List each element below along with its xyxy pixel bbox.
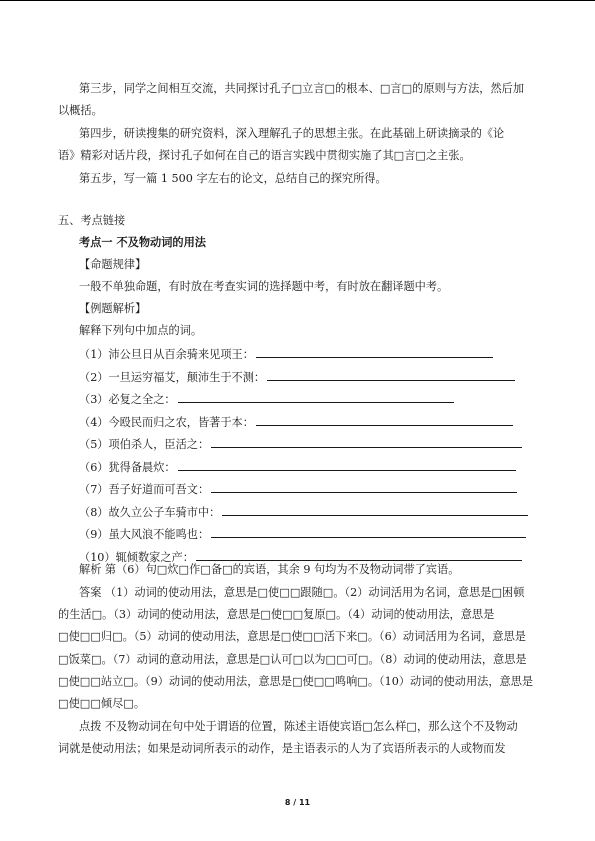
exercise-item xyxy=(79,392,561,407)
analysis-line: 词就是使动用法；如果是动词所表示的动作，是主语表示的人为了宾语所表示的人或物而发 xyxy=(58,742,506,755)
step4-line1: 第四步，研读搜集的研究资料，深入理解孔子的思想主张。在此基础上研读摘录的《论 xyxy=(79,127,505,140)
exercise-text: （8）故久立公子车骑市中： xyxy=(79,505,221,519)
analysis-line: □使□□倾尽□。 xyxy=(58,697,146,710)
exercise-text: （10）辄倾数家之产： xyxy=(79,550,194,564)
lieti-prompt: 解释下列句中加点的词。 xyxy=(79,324,203,337)
exercise-text: （3）必复之全之： xyxy=(79,393,176,406)
analysis-line: □使□□站立□。（9）动词的使动用法，意思是□使□□鸣响□。（10）动词的使动用法，意思是 xyxy=(58,675,534,688)
exercise-item xyxy=(79,482,561,497)
exercise-item xyxy=(79,505,561,520)
step5-line: 第五步，写一篇 1 500 字左右的论文，总结自己的探究所得。 xyxy=(79,172,387,185)
page-number: 8 / 11 xyxy=(284,798,311,807)
analysis-line: 点拨 不及物动词在句中处于谓语的位置，陈述主语使宾语□怎么样□，那么这个不及物动 xyxy=(79,720,518,733)
step4-line2: 语》精彩对话片段，探讨孔子如何在自己的语言实践中贯彻实施了其□言□之主张。 xyxy=(58,149,471,162)
exercise-text: （2）一旦运穷福艾，颠沛生于不测： xyxy=(79,370,266,384)
exercise-text: （5）项伯杀人，臣活之： xyxy=(79,438,210,451)
lieti-label: 【例题解析】 xyxy=(79,302,147,315)
answer-blank[interactable] xyxy=(178,392,454,403)
exercise-text: （7）吾子好道而可吾文： xyxy=(79,483,210,496)
answer-blank[interactable] xyxy=(267,370,515,381)
answer-blank[interactable] xyxy=(211,437,522,448)
exercise-text: （9）虽大风浪不能鸣也： xyxy=(79,528,210,541)
analysis-line: 的生活□。（3）动词的使动用法，意思是□使□□复原□。（4）动词的使动用法，意思是 xyxy=(58,608,495,621)
exercise-item xyxy=(79,460,561,475)
analysis-line: 答案 （1）动词的使动用法，意思是□使□□跟随□。（2）动词活用为名词，意思是□困顿 xyxy=(79,586,525,599)
answer-blank[interactable] xyxy=(256,347,493,358)
mingti-text: 一般不单独命题，有时放在考查实词的选择题中考，有时放在翻译题中考。 xyxy=(79,280,449,293)
mingti-label: 【命题规律】 xyxy=(79,258,147,271)
answer-blank[interactable] xyxy=(211,527,526,538)
kaodian-heading: 考点一 不及物动词的用法 xyxy=(79,236,206,249)
answer-blank[interactable] xyxy=(256,415,513,426)
analysis-line: 解析 第（6）句□炊□作□备□的宾语，其余 9 句均为不及物动词带了宾语。 xyxy=(79,563,460,576)
step3-line1: 第三步，同学之间相互交流，共同探讨孔子□立言□的根本、□言□的原则与方法，然后加 xyxy=(79,82,525,95)
exercise-item xyxy=(79,437,561,452)
analysis-line: □饭菜□。（7）动词的意动用法，意思是□认可□以为□□可□。（8）动词的使动用法，意思是 xyxy=(58,653,527,666)
section-heading: 五、考点链接 xyxy=(58,214,126,227)
answer-blank[interactable] xyxy=(196,550,522,561)
exercise-item xyxy=(79,527,561,542)
exercise-text: （1）沛公旦日从百余骑来见项王： xyxy=(79,348,254,361)
answer-blank[interactable] xyxy=(222,505,528,516)
step3-line2: 以概括。 xyxy=(58,104,103,117)
top-rule xyxy=(0,0,595,1)
exercise-item xyxy=(79,347,561,362)
exercise-item xyxy=(79,370,561,385)
answer-blank[interactable] xyxy=(211,482,517,493)
analysis-line: □使□□归□。（5）动词的使动用法，意思是□使□□活下来□。（6）动词活用为名词，意思是 xyxy=(58,630,526,643)
exercise-text: （4）今殴民而归之农，皆著于本： xyxy=(79,415,254,429)
exercise-text: （6）犹得备晨炊： xyxy=(79,460,176,474)
exercise-item xyxy=(79,415,561,430)
answer-blank[interactable] xyxy=(178,460,516,471)
